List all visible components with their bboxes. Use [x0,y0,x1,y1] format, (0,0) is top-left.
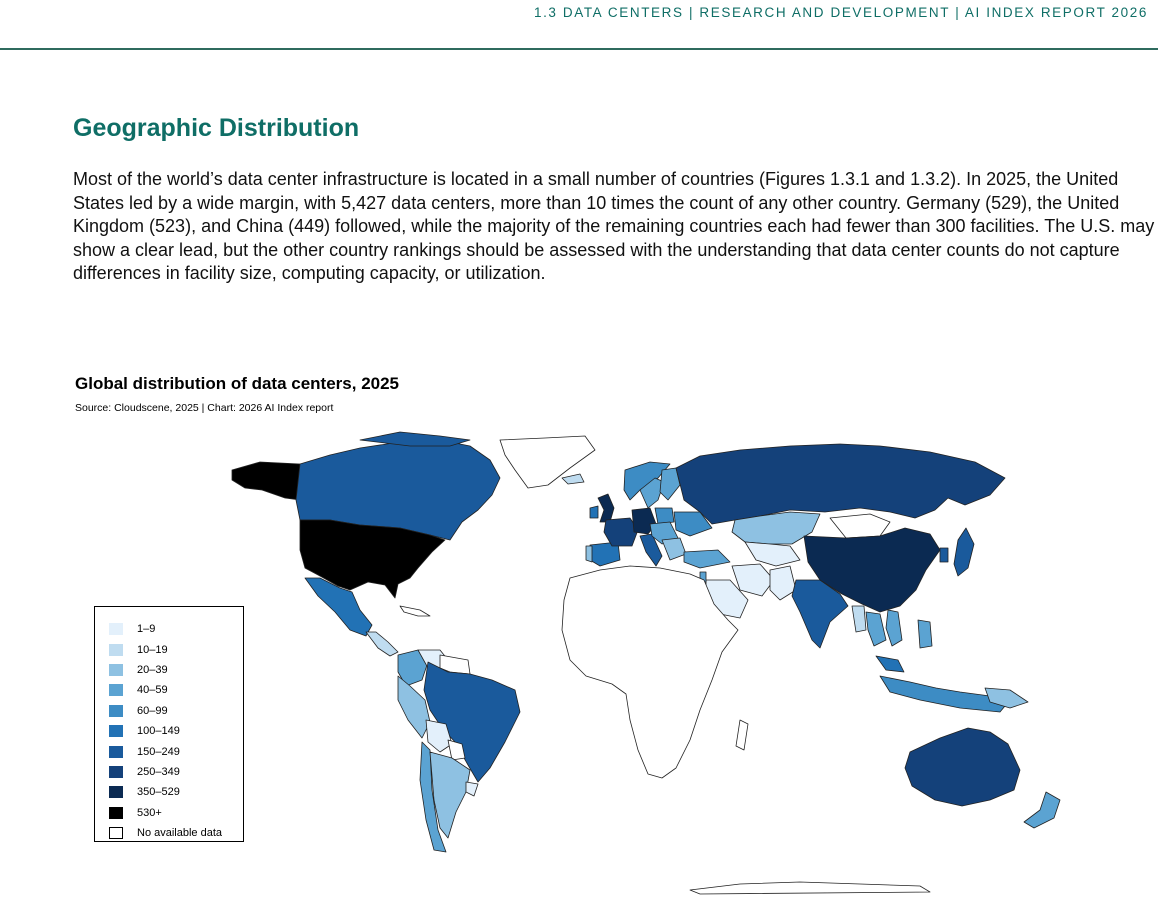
region-australia [905,728,1020,806]
legend-swatch [109,807,123,819]
region-antarctica [690,882,930,894]
chart-title: Global distribution of data centers, 2025 [75,374,400,393]
region-south-korea [940,548,948,562]
region-japan [954,528,974,576]
legend-item [109,619,243,639]
legend-item [109,680,243,700]
region-portugal [586,546,592,562]
legend-swatch [109,664,123,676]
legend-label: No available data [137,827,223,840]
region-balkans [662,538,686,560]
legend-swatch [109,746,123,758]
region-canada-islands [360,432,470,446]
legend-label: 60–99 [137,704,168,717]
region-mongolia [830,514,890,538]
legend-label: 20–39 [137,663,168,676]
breadcrumb: 1.3 DATA CENTERS | RESEARCH AND DEVELOPMENT | AI INDEX REPORT 2026 [533,5,1148,20]
legend-swatch [109,725,123,737]
legend-swatch [109,644,123,656]
legend-item [109,803,243,823]
legend-label: 530+ [137,806,162,819]
region-myanmar [852,606,866,632]
legend-swatch [109,766,123,778]
legend-item [109,741,243,761]
region-new-zealand [1024,792,1060,828]
region-mexico [305,578,372,636]
legend-swatch [109,623,123,635]
legend-label: 350–529 [137,786,180,799]
legend-label: 40–59 [137,684,168,697]
legend-swatch [109,684,123,696]
legend-swatch [109,827,123,839]
region-africa [562,566,738,778]
legend-item [109,782,243,802]
body-paragraph: Most of the world’s data center infrastructure is located in a small number of countries (Figures 1.3.1 and 1.3.2). In 2025, the United States led by a wide margin, with 5,427 data centers, more than 10 times the count of any other country. Germany (529), the United Kingdom (523), and China (449) followed, while the majority of the remaining countries each had fewer than 300 facilities. The U.S. may show a clear lead, but the other country rankings should be assessed with the understanding that data center counts do not capture differences in facility size, computing capacity, or utilization. [73,169,1155,283]
legend-item [109,701,243,721]
region-ireland [590,506,598,518]
region-caribbean [400,606,430,616]
legend-item [109,660,243,680]
region-central-asia [745,542,800,566]
legend-label: 10–19 [137,643,168,656]
legend-label: 150–249 [137,745,180,758]
region-united-kingdom [598,494,614,522]
region-poland [655,508,674,524]
section-title: Geographic Distribution [73,114,360,142]
region-vietnam [886,610,902,646]
region-thailand [866,612,886,646]
region-uruguay [466,782,478,796]
region-philippines [918,620,932,648]
region-madagascar [736,720,748,750]
legend-item [109,823,243,843]
legend-label: 250–349 [137,765,180,778]
region-iceland [562,474,584,484]
map-legend [94,606,244,842]
region-malaysia [876,656,904,672]
region-central-america [366,632,398,656]
legend-swatch [109,786,123,798]
legend-label: 100–149 [137,725,180,738]
legend-item [109,639,243,659]
region-turkey [684,550,730,568]
region-russia [676,444,1005,524]
chart-source: Source: Cloudscene, 2025 | Chart: 2026 AI Index report [75,402,334,414]
legend-item [109,762,243,782]
legend-swatch [109,705,123,717]
legend-item [109,721,243,741]
legend-label: 1–9 [137,623,156,636]
